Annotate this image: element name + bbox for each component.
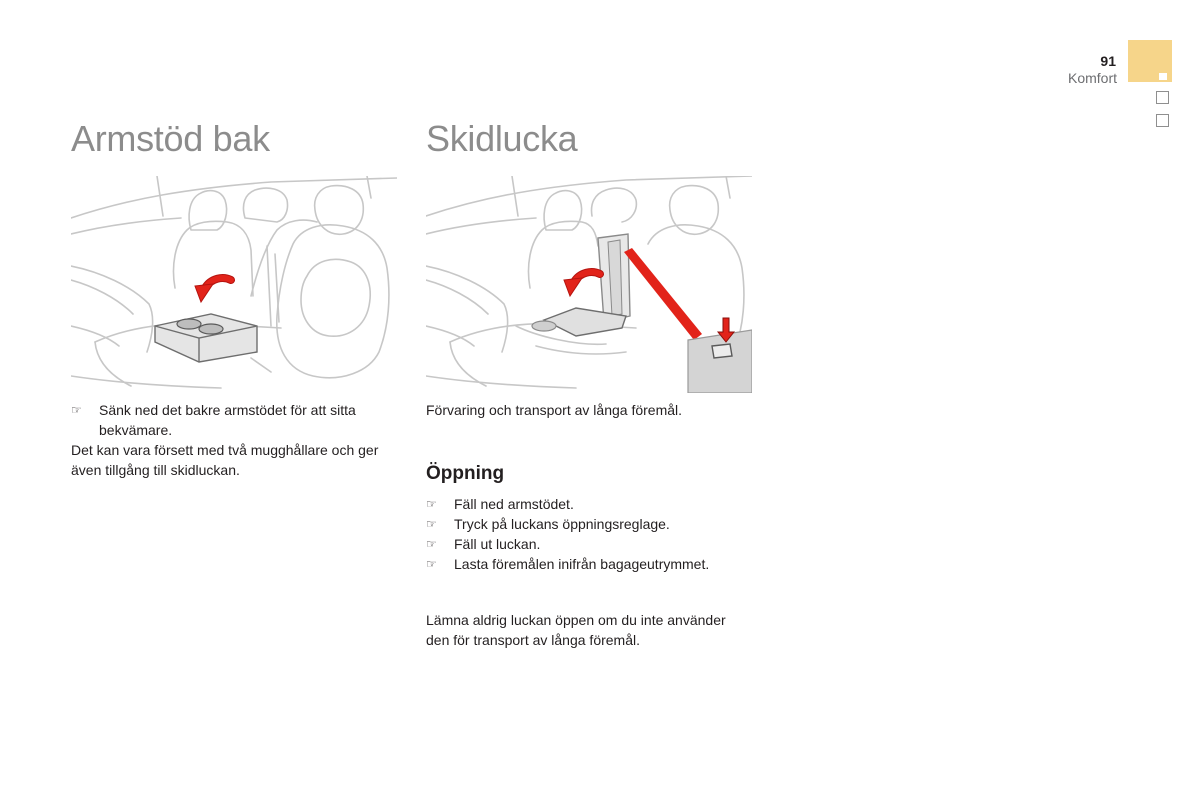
list-item: ☞ Lasta föremålen inifrån bagageutrymmet.	[426, 556, 710, 572]
chapter-tab-following	[1156, 114, 1169, 127]
armrest-title: Armstöd bak	[71, 118, 270, 159]
hand-pointer-icon: ☞	[426, 497, 437, 511]
list-item: ☞ Tryck på luckans öppningsreglage.	[426, 516, 670, 532]
hatch-opening	[598, 234, 630, 322]
chapter-tab-next	[1156, 91, 1169, 104]
hand-pointer-icon: ☞	[426, 517, 437, 531]
page-number: 91	[1100, 53, 1116, 69]
hand-pointer-icon: ☞	[426, 557, 437, 571]
curved-arrow-icon	[564, 272, 600, 296]
armrest-illustration	[71, 176, 397, 393]
ski-hatch-intro: Förvaring och transport av långa föremål.	[426, 402, 683, 418]
armrest-paragraph: Det kan vara försett med två mugghållare och ger även tillgång till skidluckan.	[71, 442, 379, 478]
opening-heading: Öppning	[426, 463, 505, 484]
armrest-block	[155, 314, 257, 362]
ski-hatch-illustration	[426, 176, 752, 393]
hand-pointer-icon: ☞	[426, 537, 437, 551]
opening-steps	[426, 494, 766, 574]
ski-hatch-title: Skidlucka	[426, 118, 578, 159]
list-item: ☞ Fäll ut luckan.	[426, 536, 541, 552]
hand-pointer-icon: ☞	[71, 403, 82, 417]
section-name: Komfort	[1067, 70, 1117, 86]
chapter-tab-active	[1128, 40, 1172, 82]
armrest-text	[71, 400, 397, 480]
curved-arrow-icon	[195, 278, 231, 302]
list-item: ☞ Fäll ned armstödet.	[426, 496, 574, 512]
list-item: ☞ Sänk ned det bakre armstödet för att sitta bekvämare.	[71, 402, 356, 438]
warning-note: Lämna aldrig luckan öppen om du inte använder den för transport av långa föremål.	[426, 612, 726, 648]
